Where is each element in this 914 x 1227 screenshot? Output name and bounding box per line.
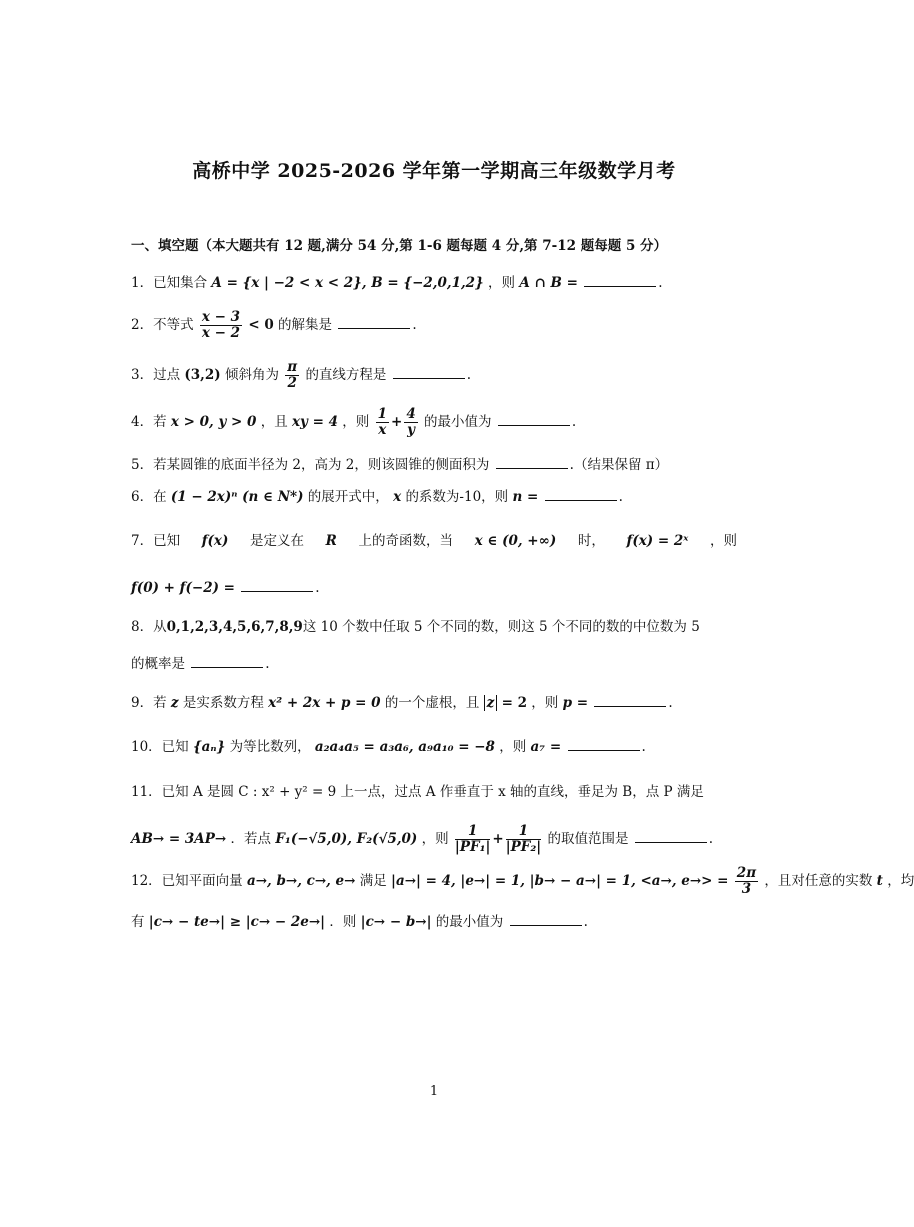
question-2: 2．不等式 $\frac{x - 3}{x - 2}$ < 0 的解集是 . [131,309,417,341]
question-12 [131,865,914,932]
question-8 [131,617,737,674]
question-11-line-1: 11．已知 A 是圆 C : x² + y² = 9 上一点，过点 A 作垂直于 x 轴的直线，垂足为 B，点 P 满足 [131,784,704,800]
answer-blank[interactable] [191,653,263,668]
fraction: $\frac{1}{x}$ [377,406,387,438]
question-12-line-2: 有 |c→ − te→| ≥ |c→ − 2e→| ．则 |c→ − b→| 的最小值为 . [131,911,737,932]
fraction: $\frac{4}{y}$ [406,406,416,438]
answer-blank[interactable] [594,692,666,707]
section-heading: 一、填空题（本大题共有 12 题,满分 54 分,第 1-6 题每题 4 分,第 7-12 题每题 5 分） [131,238,668,254]
question-3: 3．过点 (3,2) 倾斜角为 $\frac{\pi}{2}$ 的直线方程是 . [131,359,472,391]
question-4: 4．若 x > 0, y > 0 ，且 xy = 4 ，则 $\frac{1}{x}$ + $\frac{4}{y}$ 的最小值为 . [131,406,577,438]
question-9: 9．若 z 是实系数方程 x² + 2x + p = 0 的一个虚根，且 z = 2 ，则 p = . [131,692,737,713]
answer-blank[interactable] [545,486,617,501]
answer-blank[interactable] [393,364,465,379]
fraction: $\frac{\pi}{2}$ [287,359,298,391]
answer-blank[interactable] [510,911,582,926]
answer-blank[interactable] [584,272,656,287]
answer-blank[interactable] [498,411,570,426]
question-11-line-2: AB→ = 3AP→ ．若点 F₁(−√5,0), F₂(√5,0) ，则 $\frac{1}{\text{|PF₁|}}$ + $\frac{1}{\text{|PF₂|}}$ 的取值范围是 . [131,823,714,855]
question-1: 1．已知集合 A = {x | −2 < x < 2}, B = {−2,0,1,2} ，则 A ∩ B = . [131,272,737,293]
question-7-line-2: f(0) + f(−2) = . [131,577,737,598]
question-5: 5．若某圆锥的底面半径为 2，高为 2，则该圆锥的侧面积为 .（结果保留 π） [131,454,737,475]
question-11 [131,782,737,855]
answer-blank[interactable] [338,314,410,329]
answer-blank[interactable] [241,577,313,592]
page-title: 高桥中学 2025-2026 学年第一学期高三年级数学月考 [192,160,676,182]
question-7-line-1: 7．已知 f(x) 是定义在 R 上的奇函数，当 x ∈ (0, +∞) 时， f(x) = 2ˣ ，则 [131,533,737,549]
question-12-line-1: 12．已知平面向量 a→, b→, c→, e→ 满足 |a→| = 4, |e→| = 1, |b→ − a→| = 1, <a→, e→> = $\frac{2\pi}{3}$ ，且对任意的实数 t ，均 [131,865,914,897]
fraction: $\frac{2\pi}{3}$ [736,865,757,897]
question-10: 10．已知 {aₙ} 为等比数列， a₂a₄a₅ = a₃a₆, a₉a₁₀ = −8 ，则 a₇ = . [131,736,737,757]
fraction: $\frac{1}{\text{|PF₂|}}$ [505,823,542,855]
answer-blank[interactable] [568,736,640,751]
answer-blank[interactable] [635,828,707,843]
page-number: 1 [429,1084,439,1099]
question-7 [131,531,737,598]
question-6: 6．在 (1 − 2x)ⁿ (n ∈ N*) 的展开式中， x 的系数为-10，则 n = . [131,486,737,507]
question-8-line-1: 8．从0,1,2,3,4,5,6,7,8,9这 10 个数中任取 5 个不同的数，则这 5 个不同的数的中位数为 5 [131,619,700,635]
answer-blank[interactable] [496,454,568,469]
fraction: $\frac{x - 3}{x - 2}$ [201,309,241,341]
fraction: $\frac{1}{\text{|PF₁|}}$ [454,823,491,855]
question-8-line-2: 的概率是 . [131,653,737,674]
